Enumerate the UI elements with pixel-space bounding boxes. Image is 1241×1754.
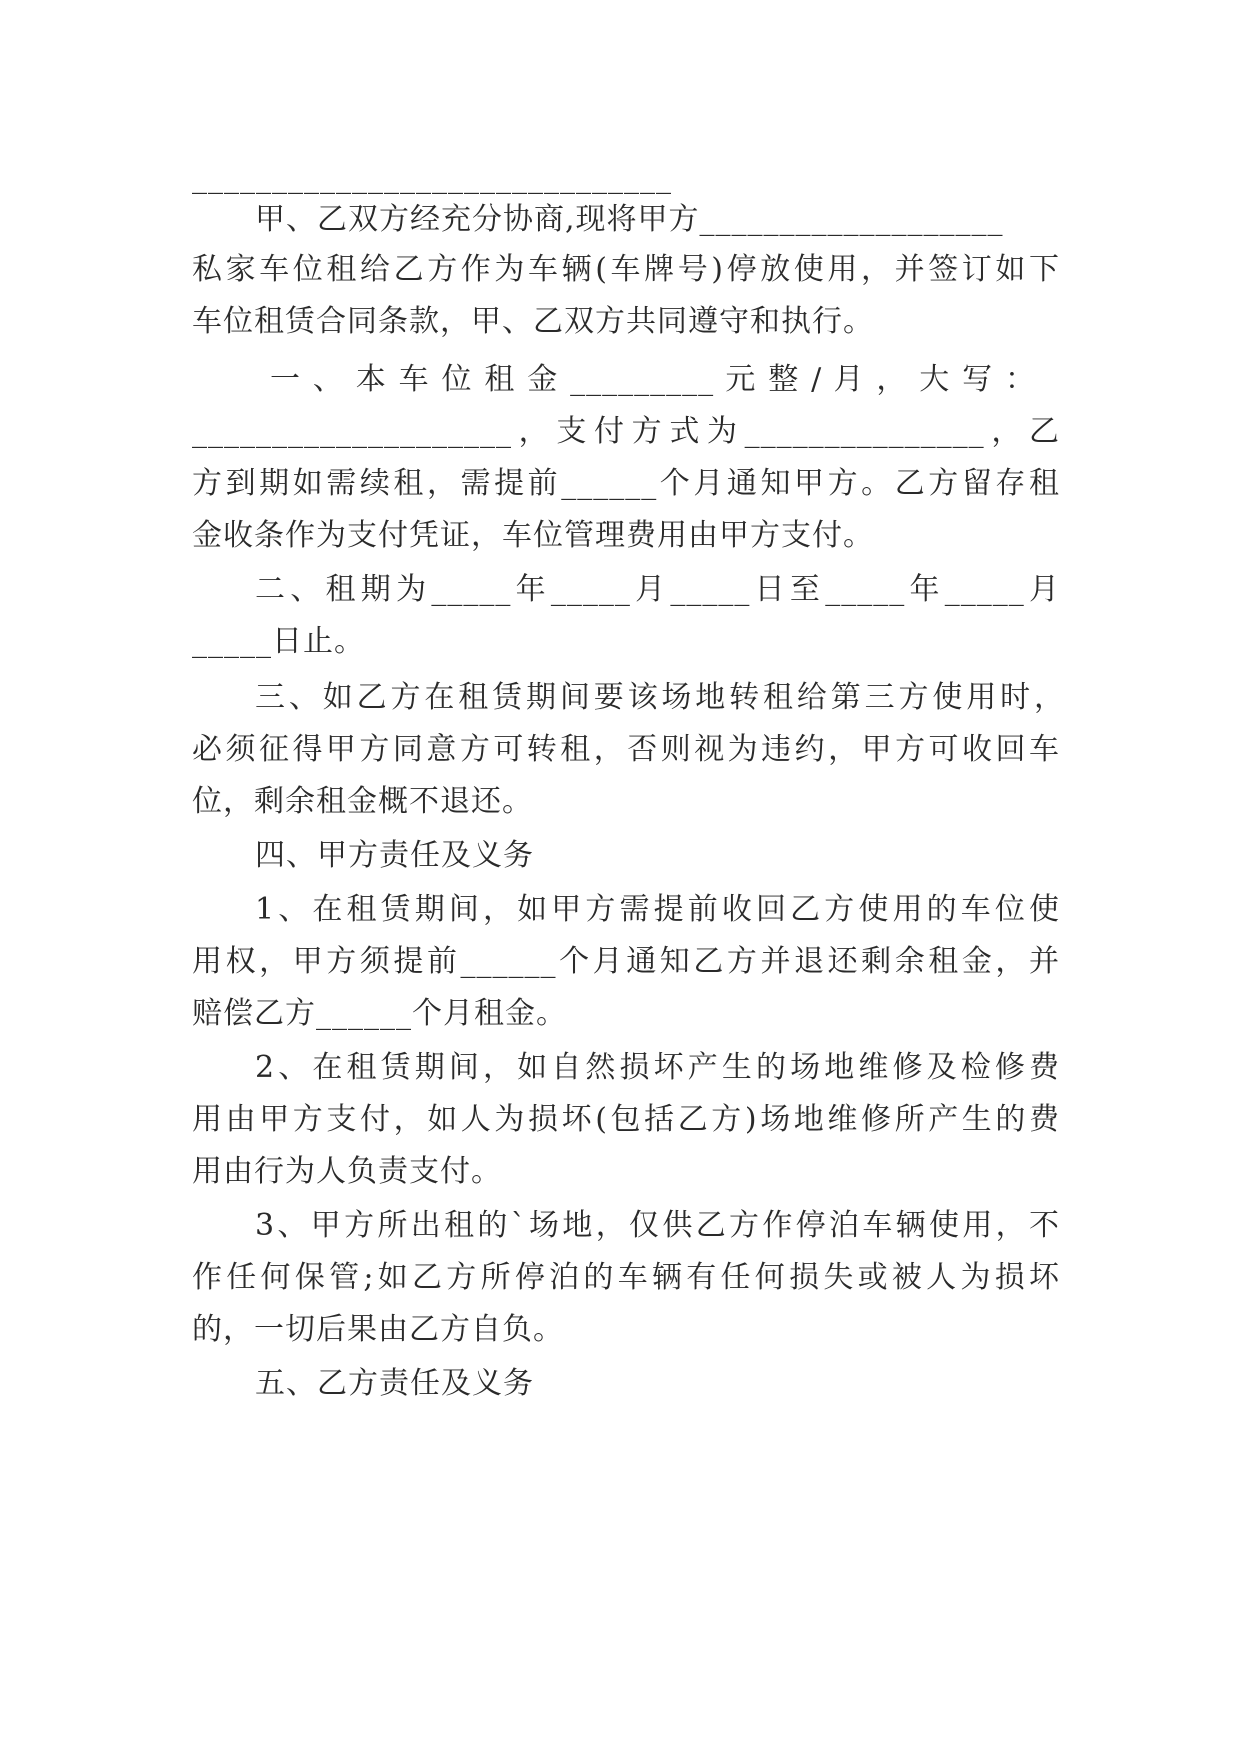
item-4-2-line-2: 用由甲方支付，如人为损坏(包括乙方)场地维修所产生的费 (192, 1102, 1060, 1137)
clause-3-line-2: 必须征得甲方同意方可转租，否则视为违约，甲方可收回车 (192, 732, 1060, 767)
item-4-3-line-2: 作任何保管;如乙方所停泊的车辆有任何损失或被人为损坏 (192, 1260, 1060, 1295)
item-4-1-line-1: 1、在租赁期间，如甲方需提前收回乙方使用的车位使 (255, 892, 1060, 927)
clause-1-line-1: 一 、 本 车 位 租 金 _________ 元 整 / 月 ， 大 写 ： (270, 362, 1036, 397)
clause-2-line-2: _____日止。 (192, 624, 365, 659)
item-4-3-line-3: 的，一切后果由乙方自负。 (192, 1312, 564, 1347)
header-blank-line: ______________________________ (192, 160, 672, 195)
item-4-1-line-2: 用权，甲方须提前______个月通知乙方并退还剩余租金，并 (192, 944, 1060, 979)
paragraph-intro-line-3: 车位租赁合同条款，甲、乙双方共同遵守和执行。 (192, 304, 874, 339)
item-4-2-line-1: 2、在租赁期间，如自然损坏产生的场地维修及检修费 (255, 1050, 1060, 1085)
clause-1-line-2: ____________________，支付方式为_______________，乙 (192, 414, 1060, 449)
paragraph-intro-line-1: 甲、乙双方经充分协商,现将甲方___________________ (255, 202, 1004, 237)
item-4-2-line-3: 用由行为人负责支付。 (192, 1154, 502, 1189)
clause-1-line-4: 金收条作为支付凭证，车位管理费用由甲方支付。 (192, 518, 874, 553)
section-5-heading: 五、乙方责任及义务 (255, 1366, 534, 1401)
item-4-1-line-3: 赔偿乙方______个月租金。 (192, 996, 567, 1031)
paragraph-intro-line-2: 私家车位租给乙方作为车辆(车牌号)停放使用，并签订如下 (192, 252, 1060, 287)
clause-3-line-1: 三、如乙方在租赁期间要该场地转租给第三方使用时， (255, 680, 1065, 715)
clause-2-line-1: 二、租期为_____年_____月_____日至_____年_____月 (255, 572, 1060, 607)
section-4-heading: 四、甲方责任及义务 (255, 838, 534, 873)
clause-1-line-3: 方到期如需续租，需提前______个月通知甲方。乙方留存租 (192, 466, 1060, 501)
clause-3-line-3: 位，剩余租金概不退还。 (192, 784, 533, 819)
item-4-3-line-1: 3、甲方所出租的`场地，仅供乙方作停泊车辆使用，不 (255, 1208, 1060, 1243)
